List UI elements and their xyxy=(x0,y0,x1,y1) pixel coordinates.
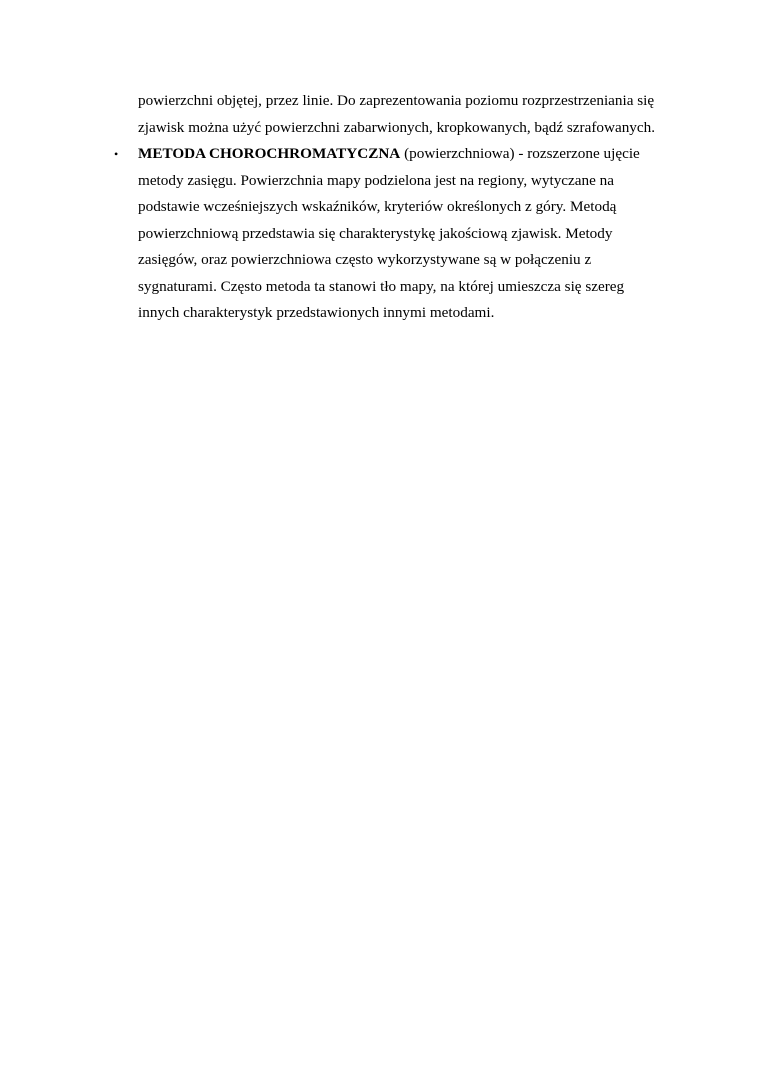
bullet-item-line-6: sygnaturami. Często metoda ta stanowi tło mapy, na której umieszcza się szereg xyxy=(138,277,625,295)
method-description-start: (powierzchniowa) - rozszerzone ujęcie xyxy=(400,145,640,162)
paragraph-line-2: zjawisk można użyć powierzchni zabarwionych, kropkowanych, bądź szrafowanych. xyxy=(138,118,656,136)
bullet-item-line-2: metody zasięgu. Powierzchnia mapy podzielona jest na regiony, wytyczane na xyxy=(138,171,614,189)
bullet-item-line-5: zasięgów, oraz powierzchniowa często wykorzystywane są w połączeniu z xyxy=(138,251,592,268)
bullet-item-first-line xyxy=(114,141,668,168)
body-text xyxy=(114,88,668,327)
bullet-item-line-4: powierzchniową przedstawia się charakterystykę jakościową zjawisk. Metody xyxy=(138,224,613,242)
paragraph-line-1: powierzchni objętej, przez linie. Do zaprezentowania poziomu rozprzestrzeniania się xyxy=(138,92,655,109)
bullet-item-line-3: podstawie wcześniejszych wskaźników, kryteriów określonych z góry. Metodą xyxy=(138,198,617,215)
bullet-item-line-7: innych charakterystyk przedstawionych innymi metodami. xyxy=(138,304,495,321)
method-term: METODA CHOROCHROMATYCZNA xyxy=(138,145,401,162)
bullet-icon: • xyxy=(114,147,119,161)
